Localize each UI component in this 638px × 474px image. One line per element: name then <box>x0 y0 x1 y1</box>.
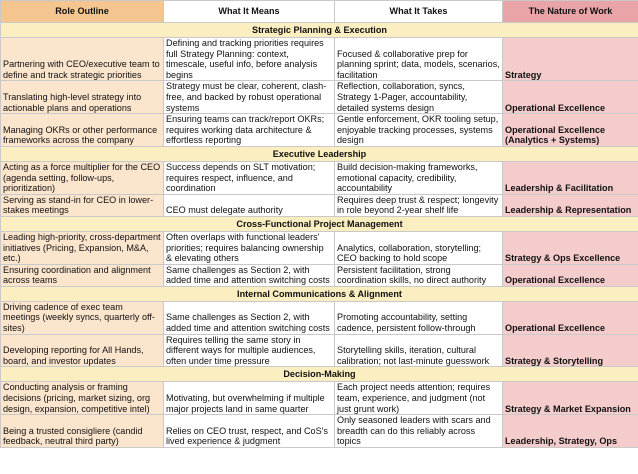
takes-cell: Persistent facilitation, strong coordination skills, no direct authority <box>335 264 503 286</box>
role-cell: Acting as a force multiplier for the CEO (agenda setting, follow-ups, prioritization) <box>1 161 164 194</box>
role-cell: Translating high-level strategy into actionable plans and operations <box>1 81 164 114</box>
takes-cell: Analytics, collaboration, storytelling; CEO backing to hold scope <box>335 231 503 264</box>
section-title: Cross-Functional Project Management <box>1 216 638 231</box>
table-row <box>1 38 638 81</box>
header-row <box>1 1 638 23</box>
means-cell: Strategy must be clear, coherent, clash-free, and backed by robust operational systems <box>164 81 335 114</box>
means-cell: Motivating, but overwhelming if multiple major projects land in same quarter <box>164 382 335 415</box>
table-row <box>1 81 638 114</box>
means-cell: CEO must delegate authority <box>164 194 335 216</box>
section-title: Decision-Making <box>1 367 638 382</box>
table-row <box>1 264 638 286</box>
header-role-outline: Role Outline <box>1 1 164 23</box>
table-row <box>1 301 638 334</box>
table-row <box>1 231 638 264</box>
section-header <box>1 216 638 231</box>
role-cell: Conducting analysis or framing decisions (pricing, market sizing, org design, expansion, competitive intel) <box>1 382 164 415</box>
role-cell: Managing OKRs or other performance frameworks across the company <box>1 114 164 147</box>
takes-cell: Each project needs attention; requires team, experience, and judgment (not just grunt work) <box>335 382 503 415</box>
role-cell: Serving as stand-in for CEO in lower-stakes meetings <box>1 194 164 216</box>
takes-cell: Gentle enforcement, OKR tooling setup, enjoyable tracking processes, systems design <box>335 114 503 147</box>
role-cell: Being a trusted consigliere (candid feedback, neutral third party) <box>1 415 164 448</box>
nature-cell: Leadership & Representation <box>503 194 638 216</box>
nature-cell: Strategy <box>503 38 638 81</box>
section-header <box>1 23 638 38</box>
takes-cell: Promoting accountability, setting cadence, persistent follow-through <box>335 301 503 334</box>
takes-cell: Reflection, collaboration, syncs, Strategy 1-Pager, accountability, detailed systems design <box>335 81 503 114</box>
nature-cell: Operational Excellence <box>503 301 638 334</box>
table-row <box>1 382 638 415</box>
role-cell: Driving cadence of exec team meetings (weekly syncs, quarterly off-sites) <box>1 301 164 334</box>
means-cell: Relies on CEO trust, respect, and CoS's lived experience & judgment <box>164 415 335 448</box>
header-what-it-takes: What It Takes <box>335 1 503 23</box>
nature-cell: Operational Excellence (Analytics + Systems) <box>503 114 638 147</box>
takes-cell: Only seasoned leaders with scars and breadth can do this reliably across topics <box>335 415 503 448</box>
table-row <box>1 114 638 147</box>
header-nature-of-work: The Nature of Work <box>503 1 638 23</box>
nature-cell: Strategy & Market Expansion <box>503 382 638 415</box>
section-title: Executive Leadership <box>1 146 638 161</box>
means-cell: Same challenges as Section 2, with added time and attention switching costs <box>164 301 335 334</box>
nature-cell: Operational Excellence <box>503 81 638 114</box>
section-title: Internal Communications & Alignment <box>1 286 638 301</box>
section-title: Strategic Planning & Execution <box>1 23 638 38</box>
role-cell: Partnering with CEO/executive team to define and track strategic priorities <box>1 38 164 81</box>
means-cell: Success depends on SLT motivation; requires respect, influence, and coordination <box>164 161 335 194</box>
means-cell: Requires telling the same story in different ways for multiple audiences, often under time pressure <box>164 334 335 367</box>
nature-cell: Strategy & Ops Excellence <box>503 231 638 264</box>
nature-cell: Leadership & Facilitation <box>503 161 638 194</box>
nature-cell: Operational Excellence <box>503 264 638 286</box>
means-cell: Same challenges as Section 2, with added time and attention switching costs <box>164 264 335 286</box>
nature-cell: Strategy & Storytelling <box>503 334 638 367</box>
table-row <box>1 194 638 216</box>
means-cell: Often overlaps with functional leaders' priorities; requires balancing ownership & elevating others <box>164 231 335 264</box>
means-cell: Ensuring teams can track/report OKRs; requires working data architecture & effortless reporting <box>164 114 335 147</box>
table-row <box>1 161 638 194</box>
role-cell: Developing reporting for All Hands, board, and investor updates <box>1 334 164 367</box>
takes-cell: Build decision-making frameworks, emotional capacity, credibility, accountability <box>335 161 503 194</box>
section-header <box>1 286 638 301</box>
table-row <box>1 415 638 448</box>
takes-cell: Requires deep trust & respect; longevity in role beyond 2-year shelf life <box>335 194 503 216</box>
header-what-it-means: What It Means <box>164 1 335 23</box>
takes-cell: Focused & collaborative prep for planning sprint; data, models, scenarios, facilitation <box>335 38 503 81</box>
role-cell: Leading high-priority, cross-department initiatives (Pricing, Expansion, M&A, etc.) <box>1 231 164 264</box>
table-row <box>1 334 638 367</box>
section-header <box>1 146 638 161</box>
role-cell: Ensuring coordination and alignment across teams <box>1 264 164 286</box>
means-cell: Defining and tracking priorities requires full Strategy Planning: context, timescale, useful info, before analysis begins <box>164 38 335 81</box>
section-header <box>1 367 638 382</box>
nature-cell: Leadership, Strategy, Ops <box>503 415 638 448</box>
takes-cell: Storytelling skills, iteration, cultural calibration; not last-minute guesswork <box>335 334 503 367</box>
